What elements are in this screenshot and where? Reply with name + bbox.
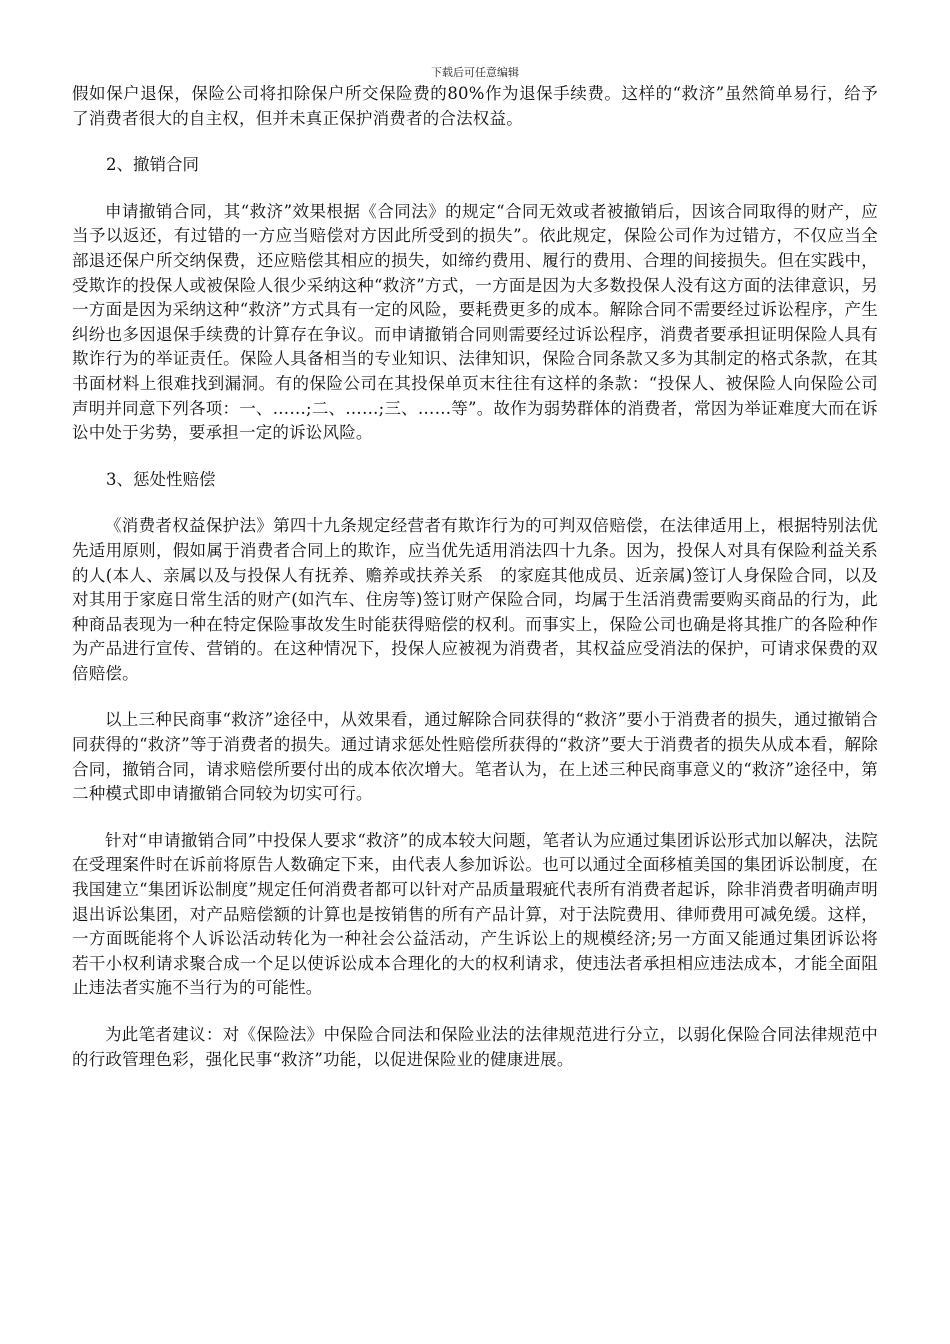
paragraph-class-action: 针对“申请撤销合同”中投保人要求“救济”的成本较大问题，笔者认为应通过集团诉讼形式加以解决，法院在受理案件时在诉前将原告人数确定下来，由代表人参加诉讼。也可以通过全面移植美国的集团诉讼制度，在我国建立“集团诉讼制度”规定任何消费者都可以针对产品质量瑕疵代表所有消费者起诉，除非消费者明确声明退出诉讼集团，对产品赔偿额的计算也是按销售的所有产品计算，对于法院费用、律师费用可减免缓。这样，一方面既能将个人诉讼活动转化为一种社会公益活动，产生诉讼上的规模经济;另一方面又能通过集团诉讼将若干小权利请求聚合成一个足以使诉讼成本合理化的大的权利请求，使违法者承担相应违法成本，才能全面阻止违法者实施不当行为的可能性。 bbox=[72, 830, 878, 998]
paragraph-surrender: 假如保户退保，保险公司将扣除保户所交保险费的80%作为退保手续费。这样的“救济”虽然简单易行，给予了消费者很大的自主权，但并未真正保护消费者的合法权益。 bbox=[72, 84, 878, 128]
paragraph-revoke-contract: 申请撤销合同，其“救济”效果根据《合同法》的规定“合同无效或者被撤销后，因该合同取得的财产，应当予以返还，有过错的一方应当赔偿对方因此所受到的损失”。依此规定，保险公司作为过错方，不仅应当全部退还保户所交纳保费，还应赔偿其相应的损失，如缔约费用、履行的费用、合理的间接损失。但在实践中，受欺诈的投保人或被保险人很少采纳这种“救济”方式，一方面是因为大多数投保人没有这方面的法律意识，另一方面是因为采纳这种“救济”方式具有一定的风险，要耗费更多的成本。解除合同不需要经过诉讼程序，产生纠纷也多因退保手续费的计算存在争议。而申请撤销合同则需要经过诉讼程序，消费者要承担证明保险人具有欺诈行为的举证责任。保险人具备相当的专业知识、法律知识，保险合同条款又多为其制定的格式条款，在其书面材料上很难找到漏洞。有的保险公司在其投保单页末往往有这样的条款：“投保人、被保险人向保险公司声明并同意下列各项：一、……;二、……;三、……等”。故作为弱势群体的消费者，常因为举证难度大而在诉讼中处于劣势，要承担一定的诉讼风险。 bbox=[72, 201, 878, 443]
paragraph-comparison: 以上三种民商事“救济”途径中，从效果看，通过解除合同获得的“救济”要小于消费者的损失，通过撤销合同获得的“救济”等于消费者的损失。通过请求惩处性赔偿所获得的“救济”要大于消费者的损失从成本看，解除合同，撤销合同，请求赔偿所要付出的成本依次增大。笔者认为，在上述三种民商事意义的“救济”途径中，第二种模式即申请撤销合同较为切实可行。 bbox=[72, 710, 878, 804]
section-heading-punitive-damages: 3、惩处性赔偿 bbox=[106, 469, 216, 489]
paragraph-recommendation: 为此笔者建议：对《保险法》中保险合同法和保险业法的法律规范进行分立，以弱化保险合同法律规范中的行政管理色彩，强化民事“救济”功能，以促进保险业的健康进展。 bbox=[72, 1025, 878, 1069]
document-body bbox=[72, 82, 878, 1072]
paragraph-punitive-damages: 《消费者权益保护法》第四十九条规定经营者有欺诈行为的可判双倍赔偿，在法律适用上，根据特别法优先适用原则，假如属于消费者合同上的欺诈，应当优先适用消法四十九条。因为，投保人对具有保险利益关系的人(本人、亲属以及与投保人有抚养、赡养或扶养关系 的家庭其他成员、近亲属)签订人身保险合同，以及对其用于家庭日常生活的财产(如汽车、住房等)签订财产保险合同，均属于生活消费需要购买商品的行为，此种商品表现为一种在特定保险事故发生时能获得赔偿的权利。而事实上，保险公司也确是将其推广的各险种作为产品进行宣传、营销的。在这种情况下，投保人应被视为消费者，其权益应受消法的保护，可请求保费的双倍赔偿。 bbox=[72, 516, 878, 683]
section-heading-revoke-contract: 2、撤销合同 bbox=[106, 155, 199, 175]
page-header: 下载后可任意编辑 bbox=[431, 66, 519, 79]
